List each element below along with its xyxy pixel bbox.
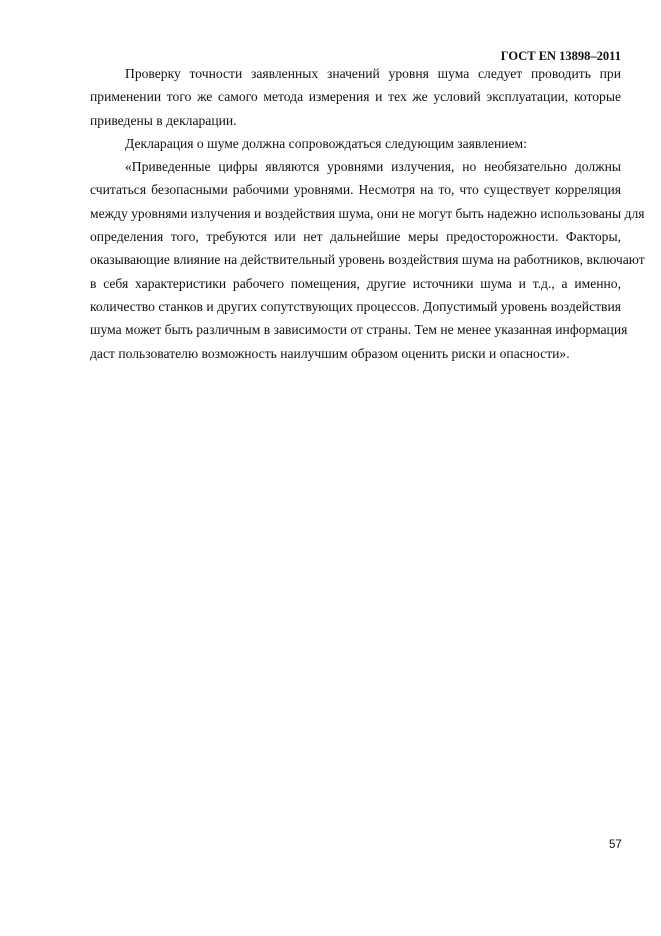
document-code-header: ГОСТ EN 13898–2011 <box>500 49 621 63</box>
text-line: приведены в декларации. <box>90 112 237 128</box>
text-line: в себя характеристики рабочего помещения, другие источники шума и т.д., а именно, <box>90 275 621 291</box>
paragraph-verification <box>90 62 621 132</box>
paragraph-declaration-quote <box>90 155 645 365</box>
text-line: Декларация о шуме должна сопровождаться следующим заявлением: <box>125 135 527 151</box>
page-number: 57 <box>609 839 622 851</box>
text-line: даст пользователю возможность наилучшим образом оценить риски и опасности». <box>90 345 570 361</box>
text-line: считаться безопасными рабочими уровнями. Несмотря на то, что существует корреляция <box>90 182 621 198</box>
document-body <box>90 62 645 365</box>
text-line: Проверку точности заявленных значений уровня шума следует проводить при <box>125 66 621 81</box>
text-line: «Приведенные цифры являются уровнями излучения, но необязательно должны <box>125 159 621 175</box>
text-line: определения того, требуются или нет дальнейшие меры предосторожности. Факторы, <box>90 229 621 245</box>
paragraph-declaration-intro <box>90 132 621 155</box>
text-line: между уровнями излучения и воздействия шума, они не могут быть надежно использованы для <box>90 205 645 221</box>
text-line: количество станков и других сопутствующих процессов. Допустимый уровень воздействия <box>90 298 621 314</box>
text-line: шума может быть различным в зависимости от страны. Тем не менее указанная информация <box>90 322 628 338</box>
text-line: оказывающие влияние на действительный уровень воздействия шума на работников, включают <box>90 252 645 268</box>
text-line: применении того же самого метода измерения и тех же условий эксплуатации, которые <box>90 89 621 105</box>
